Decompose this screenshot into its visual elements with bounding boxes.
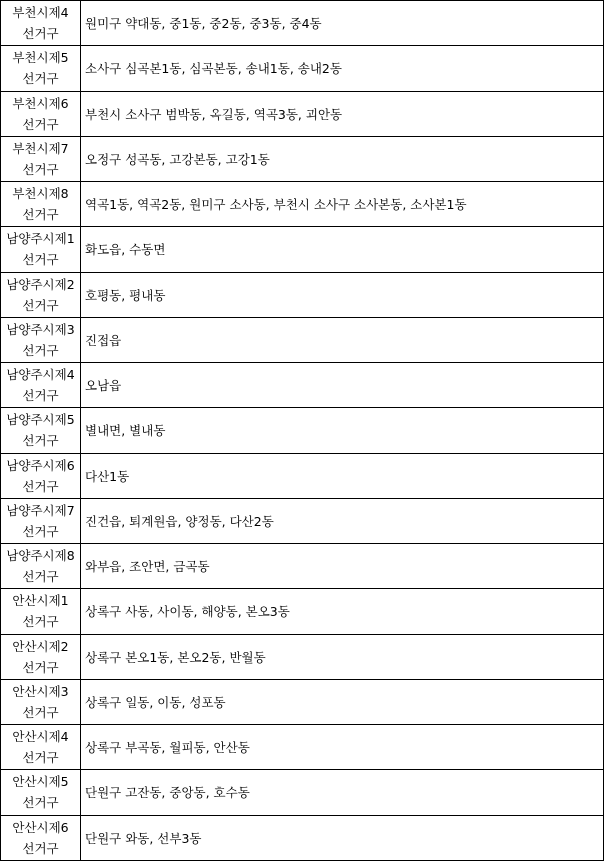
table-row (1, 91, 604, 136)
district-name-cell (1, 544, 81, 589)
district-name-line2: 선거구 (22, 26, 59, 42)
district-name-line2: 선거구 (22, 704, 59, 720)
district-areas-cell: 원미구 약대동, 중1동, 중2동, 중3동, 중4동 (81, 1, 604, 46)
district-name-cell (1, 182, 81, 227)
district-name-line1: 남양주시제5 (6, 412, 75, 428)
district-name-line1: 남양주시제3 (6, 321, 75, 337)
district-name-line1: 안산시제1 (12, 593, 69, 609)
district-name-line1: 남양주시제7 (6, 502, 75, 518)
table-row (1, 317, 604, 362)
district-name-line1: 남양주시제4 (6, 367, 75, 383)
district-name-line2: 선거구 (22, 614, 59, 630)
district-name-cell (1, 408, 81, 453)
district-name-line2: 선거구 (22, 388, 59, 404)
table-row (1, 498, 604, 543)
table-row (1, 589, 604, 634)
table-row (1, 272, 604, 317)
district-areas-cell: 단원구 와동, 선부3동 (81, 815, 604, 860)
district-name-line2: 선거구 (22, 795, 59, 811)
district-name-line1: 부천시제6 (12, 95, 69, 111)
district-areas-cell: 부천시 소사구 범박동, 옥길동, 역곡3동, 괴안동 (81, 91, 604, 136)
district-name-line1: 부천시제8 (12, 186, 69, 202)
district-name-line2: 선거구 (22, 297, 59, 313)
district-areas-cell: 화도읍, 수동면 (81, 227, 604, 272)
district-areas-cell: 호평동, 평내동 (81, 272, 604, 317)
district-name-cell (1, 815, 81, 860)
table-row (1, 363, 604, 408)
district-name-cell (1, 679, 81, 724)
district-name-line1: 안산시제3 (12, 683, 69, 699)
district-name-line2: 선거구 (22, 342, 59, 358)
table-row (1, 227, 604, 272)
district-name-cell (1, 227, 81, 272)
district-areas-cell: 역곡1동, 역곡2동, 원미구 소사동, 부천시 소사구 소사본동, 소사본1동 (81, 182, 604, 227)
district-name-line2: 선거구 (22, 840, 59, 856)
district-areas-cell: 상록구 일동, 이동, 성포동 (81, 679, 604, 724)
table-row (1, 182, 604, 227)
district-name-line1: 부천시제4 (12, 5, 69, 21)
district-name-line2: 선거구 (22, 659, 59, 675)
district-name-cell (1, 589, 81, 634)
district-name-line2: 선거구 (22, 252, 59, 268)
district-name-line1: 안산시제2 (12, 638, 69, 654)
district-areas-cell: 오남읍 (81, 363, 604, 408)
district-name-line1: 안산시제6 (12, 819, 69, 835)
district-areas-cell: 상록구 본오1동, 본오2동, 반월동 (81, 634, 604, 679)
table-row (1, 136, 604, 181)
table-row (1, 815, 604, 860)
district-name-line2: 선거구 (22, 161, 59, 177)
district-name-cell (1, 498, 81, 543)
district-name-line2: 선거구 (22, 569, 59, 585)
district-name-cell (1, 634, 81, 679)
district-areas-cell: 진접읍 (81, 317, 604, 362)
district-areas-cell: 단원구 고잔동, 중앙동, 호수동 (81, 770, 604, 815)
district-name-line2: 선거구 (22, 116, 59, 132)
district-name-line1: 안산시제5 (12, 774, 69, 790)
district-name-cell (1, 725, 81, 770)
district-table-body (1, 1, 604, 861)
table-row (1, 770, 604, 815)
district-areas-cell: 진건읍, 퇴계원읍, 양정동, 다산2동 (81, 498, 604, 543)
district-areas-cell: 오정구 성곡동, 고강본동, 고강1동 (81, 136, 604, 181)
district-name-cell (1, 453, 81, 498)
district-name-line2: 선거구 (22, 750, 59, 766)
district-name-line1: 남양주시제8 (6, 548, 75, 564)
table-row (1, 408, 604, 453)
table-row (1, 725, 604, 770)
district-name-line2: 선거구 (22, 207, 59, 223)
table-row (1, 679, 604, 724)
district-areas-cell: 별내면, 별내동 (81, 408, 604, 453)
district-areas-cell: 소사구 심곡본1동, 심곡본동, 송내1동, 송내2동 (81, 46, 604, 91)
district-name-line1: 남양주시제2 (6, 276, 75, 292)
table-row (1, 453, 604, 498)
district-areas-cell: 상록구 사동, 사이동, 해양동, 본오3동 (81, 589, 604, 634)
district-name-line2: 선거구 (22, 433, 59, 449)
district-name-cell (1, 46, 81, 91)
district-name-cell (1, 272, 81, 317)
district-name-line2: 선거구 (22, 71, 59, 87)
district-name-line2: 선거구 (22, 478, 59, 494)
district-name-cell (1, 1, 81, 46)
district-name-cell (1, 363, 81, 408)
district-name-cell (1, 136, 81, 181)
district-name-line1: 부천시제7 (12, 140, 69, 156)
district-name-cell (1, 770, 81, 815)
district-name-line1: 남양주시제1 (6, 231, 75, 247)
district-name-line2: 선거구 (22, 523, 59, 539)
district-areas-cell: 와부읍, 조안면, 금곡동 (81, 544, 604, 589)
table-row (1, 1, 604, 46)
district-name-cell (1, 317, 81, 362)
district-name-line1: 안산시제4 (12, 729, 69, 745)
table-row (1, 544, 604, 589)
district-name-cell (1, 91, 81, 136)
table-row (1, 46, 604, 91)
district-areas-cell: 상록구 부곡동, 월피동, 안산동 (81, 725, 604, 770)
table-row (1, 634, 604, 679)
district-name-line1: 남양주시제6 (6, 457, 75, 473)
district-name-line1: 부천시제5 (12, 50, 69, 66)
district-areas-cell: 다산1동 (81, 453, 604, 498)
